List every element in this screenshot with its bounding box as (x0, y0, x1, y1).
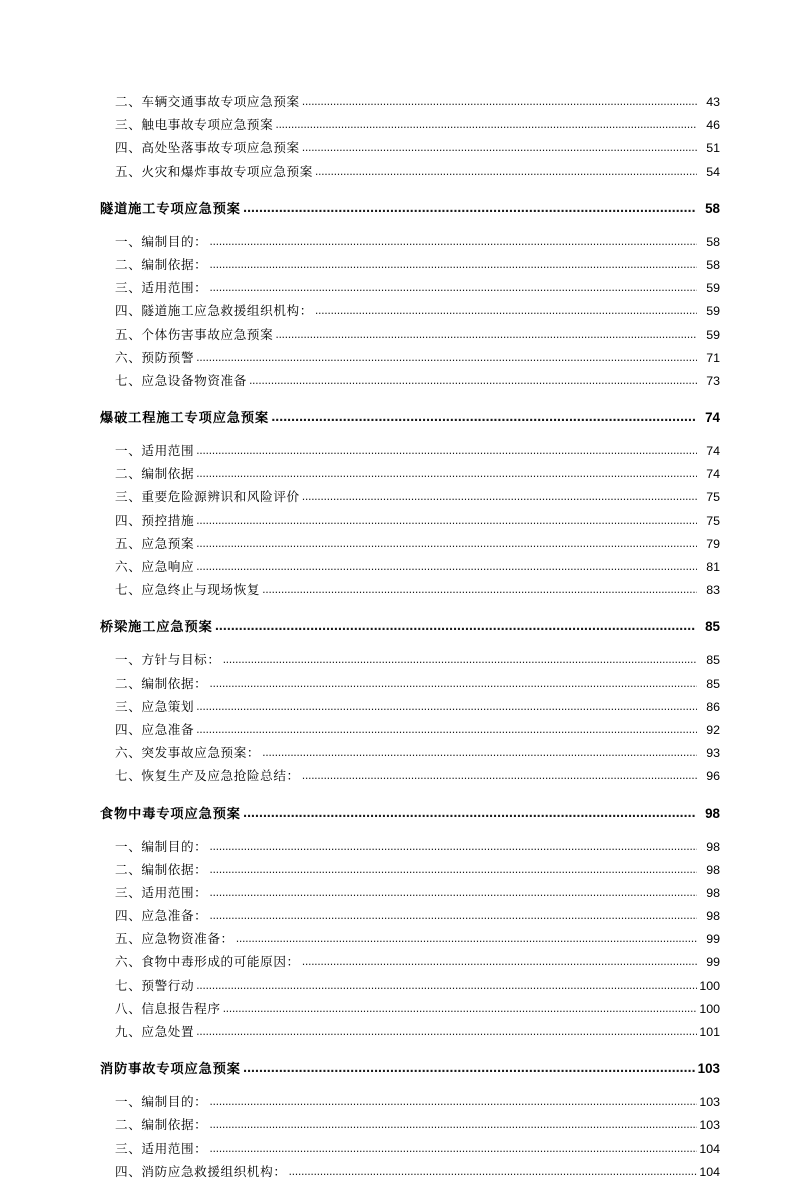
toc-section-row[interactable] (100, 1057, 720, 1081)
toc-entry-page-number: 98 (706, 885, 720, 900)
toc-entry-page-number: 101 (699, 1025, 720, 1039)
toc-entry-row[interactable] (115, 1113, 720, 1136)
toc-entry-row[interactable] (115, 113, 720, 136)
toc-entry-page-number: 79 (706, 536, 720, 551)
toc-leader-dots (196, 469, 697, 482)
toc-entry-page-number: 93 (706, 746, 720, 761)
toc-leader-dots (196, 353, 697, 366)
toc-entry-label: 一、编制目的： (115, 838, 208, 854)
toc-entry-row[interactable] (115, 578, 720, 601)
toc-entry-row[interactable] (115, 555, 720, 578)
toc-leader-dots (275, 120, 697, 133)
toc-entry-label: 七、应急终止与现场恢复 (115, 582, 261, 598)
toc-leader-dots (271, 413, 695, 426)
toc-entry-page-number: 92 (706, 722, 720, 737)
toc-leader-dots (209, 283, 697, 296)
toc-entry-page-number: 85 (706, 653, 720, 668)
toc-leader-dots (196, 562, 697, 575)
toc-entry-label: 四、应急准备： (115, 908, 208, 924)
toc-entry-label: 七、应急设备物资准备 (115, 372, 247, 388)
toc-entry-label: 六、食物中毒形成的可能原因： (115, 954, 300, 970)
toc-entry-label: 五、火灾和爆炸事故专项应急预案 (115, 163, 313, 179)
toc-entry-page-number: 54 (706, 164, 720, 179)
toc-leader-dots (209, 1097, 697, 1110)
toc-entry-row[interactable] (115, 509, 720, 532)
toc-entry-row[interactable] (115, 648, 720, 671)
toc-entry-page-number: 99 (706, 955, 720, 970)
toc-leader-dots (302, 771, 697, 784)
toc-entry-label: 二、编制依据： (115, 256, 208, 272)
toc-entry-row[interactable] (115, 160, 720, 183)
toc-entry-row[interactable] (115, 485, 720, 508)
toc-leader-dots (209, 679, 697, 692)
toc-leader-dots (249, 376, 697, 389)
toc-section-title: 消防事故专项应急预案 (100, 1062, 241, 1078)
toc-leader-dots (196, 1027, 697, 1040)
toc-leader-dots (196, 702, 697, 715)
toc-leader-dots (243, 204, 695, 217)
toc-entry-row[interactable] (115, 881, 720, 904)
toc-group (100, 197, 720, 392)
toc-entry-label: 四、应急准备 (115, 721, 195, 737)
toc-entry-page-number: 81 (706, 560, 720, 574)
toc-entry-label: 三、适用范围： (115, 1140, 208, 1156)
toc-entry-label: 六、应急响应 (115, 559, 195, 574)
toc-entry-row[interactable] (115, 718, 720, 741)
toc-leader-dots (289, 1167, 697, 1180)
toc-section-page-number: 58 (705, 200, 720, 216)
toc-leader-dots (275, 330, 697, 343)
toc-entry-label: 四、预控措施 (115, 512, 195, 528)
toc-entry-label: 三、适用范围： (115, 280, 208, 296)
table-of-contents (100, 90, 720, 1183)
toc-leader-dots (302, 143, 697, 156)
toc-leader-dots (302, 957, 697, 970)
toc-section-row[interactable] (100, 615, 720, 639)
toc-entry-label: 七、预警行动 (115, 977, 195, 993)
toc-leader-dots (196, 981, 697, 994)
toc-entry-row[interactable] (115, 462, 720, 485)
toc-leader-dots (302, 97, 697, 110)
toc-entry-label: 三、适用范围： (115, 884, 208, 900)
toc-entry-page-number: 98 (706, 862, 720, 877)
toc-leader-dots (196, 446, 697, 459)
toc-leader-dots (196, 539, 697, 552)
toc-group (100, 802, 720, 1044)
toc-entry-row[interactable] (115, 741, 720, 764)
toc-entry-row[interactable] (115, 90, 720, 113)
toc-entry-page-number: 99 (706, 932, 720, 947)
toc-entry-row[interactable] (115, 532, 720, 555)
toc-leader-dots (196, 725, 697, 738)
toc-entry-row[interactable] (115, 835, 720, 858)
toc-entry-page-number: 58 (706, 257, 720, 272)
toc-entry-label: 四、高处坠落事故专项应急预案 (115, 140, 300, 156)
toc-section-title: 食物中毒专项应急预案 (100, 806, 241, 822)
toc-entry-row[interactable] (115, 1137, 720, 1160)
toc-entry-page-number: 59 (706, 304, 720, 319)
toc-entry-page-number: 100 (699, 978, 720, 993)
toc-leader-dots (196, 516, 697, 529)
toc-entry-label: 二、编制依据： (115, 1117, 208, 1133)
toc-entry-label: 二、编制依据 (115, 466, 195, 482)
toc-entry-page-number: 73 (706, 373, 720, 388)
toc-entry-page-number: 103 (699, 1118, 720, 1133)
toc-leader-dots (223, 655, 697, 668)
toc-leader-dots (315, 167, 697, 180)
toc-section-title: 桥梁施工应急预案 (100, 620, 213, 636)
toc-entry-label: 三、触电事故专项应急预案 (115, 117, 274, 133)
toc-entry-page-number: 98 (706, 909, 720, 924)
toc-leader-dots (209, 888, 697, 901)
toc-entry-row[interactable] (115, 1160, 720, 1183)
toc-entry-label: 四、隧道施工应急救援组织机构： (115, 303, 313, 319)
toc-leader-dots (262, 748, 697, 761)
toc-leader-dots (315, 306, 697, 319)
toc-entry-row[interactable] (115, 672, 720, 695)
toc-entry-label: 一、适用范围 (115, 443, 195, 459)
toc-entry-row[interactable] (115, 299, 720, 322)
toc-entry-page-number: 74 (706, 467, 720, 482)
toc-leader-dots (262, 585, 697, 598)
toc-leader-dots (215, 622, 695, 635)
toc-entry-row[interactable] (115, 764, 720, 787)
toc-entry-row[interactable] (115, 230, 720, 253)
toc-entry-label: 三、应急策划 (115, 698, 195, 714)
toc-group (100, 406, 720, 601)
toc-entry-label: 六、突发事故应急预案： (115, 745, 261, 761)
toc-section-title: 爆破工程施工专项应急预案 (100, 411, 270, 427)
toc-leader-dots (302, 492, 697, 505)
toc-entry-row[interactable] (115, 276, 720, 299)
toc-section-row[interactable] (100, 802, 720, 826)
toc-leader-dots (209, 237, 697, 250)
toc-entry-label: 六、预防预警 (115, 349, 195, 365)
toc-entry-row[interactable] (115, 439, 720, 462)
toc-entry-row[interactable] (115, 253, 720, 276)
toc-leader-dots (209, 842, 697, 855)
toc-entry-page-number: 43 (706, 95, 720, 109)
toc-leader-dots (209, 260, 697, 273)
toc-entry-row[interactable] (115, 1020, 720, 1043)
toc-entry-page-number: 59 (706, 281, 720, 296)
toc-entry-row[interactable] (115, 858, 720, 881)
toc-entry-page-number: 104 (699, 1164, 720, 1179)
toc-section-page-number: 98 (705, 805, 720, 821)
toc-entry-label: 七、恢复生产及应急抢险总结： (115, 768, 300, 784)
toc-section-row[interactable] (100, 406, 720, 430)
toc-entry-label: 二、编制依据： (115, 861, 208, 877)
toc-group (100, 1057, 720, 1183)
toc-entry-page-number: 98 (706, 839, 720, 854)
toc-entry-label: 一、方针与目标： (115, 652, 221, 668)
toc-entry-page-number: 46 (706, 118, 720, 133)
toc-entry-row[interactable] (115, 904, 720, 927)
toc-leader-dots (223, 1004, 697, 1017)
toc-entry-row[interactable] (115, 974, 720, 997)
toc-leader-dots (236, 934, 697, 947)
toc-entry-row[interactable] (115, 997, 720, 1020)
toc-section-title: 隧道施工专项应急预案 (100, 201, 241, 217)
toc-entry-row[interactable] (115, 695, 720, 718)
toc-entry-label: 三、重要危险源辨识和风险评价 (115, 489, 300, 505)
toc-section-row[interactable] (100, 197, 720, 221)
toc-entry-page-number: 75 (706, 490, 720, 505)
toc-section-page-number: 74 (705, 410, 720, 426)
toc-entry-row[interactable] (115, 136, 720, 159)
toc-leader-dots (209, 1144, 697, 1157)
toc-entry-label: 四、消防应急救援组织机构： (115, 1163, 287, 1179)
toc-section-page-number: 85 (705, 619, 720, 635)
toc-leader-dots (209, 865, 697, 878)
toc-entry-page-number: 96 (706, 769, 720, 784)
toc-section-page-number: 103 (697, 1061, 720, 1077)
toc-leader-dots (243, 1064, 695, 1077)
toc-entry-row[interactable] (115, 346, 720, 369)
toc-entry-row[interactable] (115, 369, 720, 392)
toc-entry-row[interactable] (115, 950, 720, 973)
toc-entry-page-number: 51 (706, 141, 720, 156)
toc-entry-label: 一、编制目的： (115, 1094, 208, 1110)
toc-entry-label: 五、应急预案 (115, 535, 195, 551)
toc-entry-page-number: 85 (706, 676, 720, 691)
toc-entry-label: 九、应急处置 (115, 1024, 195, 1039)
toc-entry-page-number: 103 (699, 1095, 720, 1110)
toc-entry-label: 五、应急物资准备： (115, 931, 234, 947)
toc-entry-page-number: 83 (706, 583, 720, 598)
toc-entry-label: 一、编制目的： (115, 233, 208, 249)
toc-entry-page-number: 86 (706, 699, 720, 714)
toc-entry-page-number: 58 (706, 234, 720, 249)
toc-entry-row[interactable] (115, 927, 720, 950)
toc-group (100, 615, 720, 787)
toc-leader-dots (243, 809, 695, 822)
toc-entry-row[interactable] (115, 323, 720, 346)
toc-entry-label: 八、信息报告程序 (115, 1000, 221, 1016)
toc-entry-label: 二、车辆交通事故专项应急预案 (115, 94, 300, 109)
toc-entry-page-number: 59 (706, 327, 720, 342)
toc-leader-dots (209, 1120, 697, 1133)
toc-entry-label: 二、编制依据： (115, 675, 208, 691)
toc-entry-row[interactable] (115, 1090, 720, 1113)
toc-entry-page-number: 74 (706, 444, 720, 459)
toc-entry-page-number: 100 (699, 1001, 720, 1016)
toc-entry-page-number: 71 (706, 350, 720, 365)
toc-entry-label: 五、个体伤害事故应急预案 (115, 326, 274, 342)
toc-entry-page-number: 104 (699, 1141, 720, 1156)
toc-leader-dots (209, 911, 697, 924)
toc-entry-page-number: 75 (706, 513, 720, 528)
